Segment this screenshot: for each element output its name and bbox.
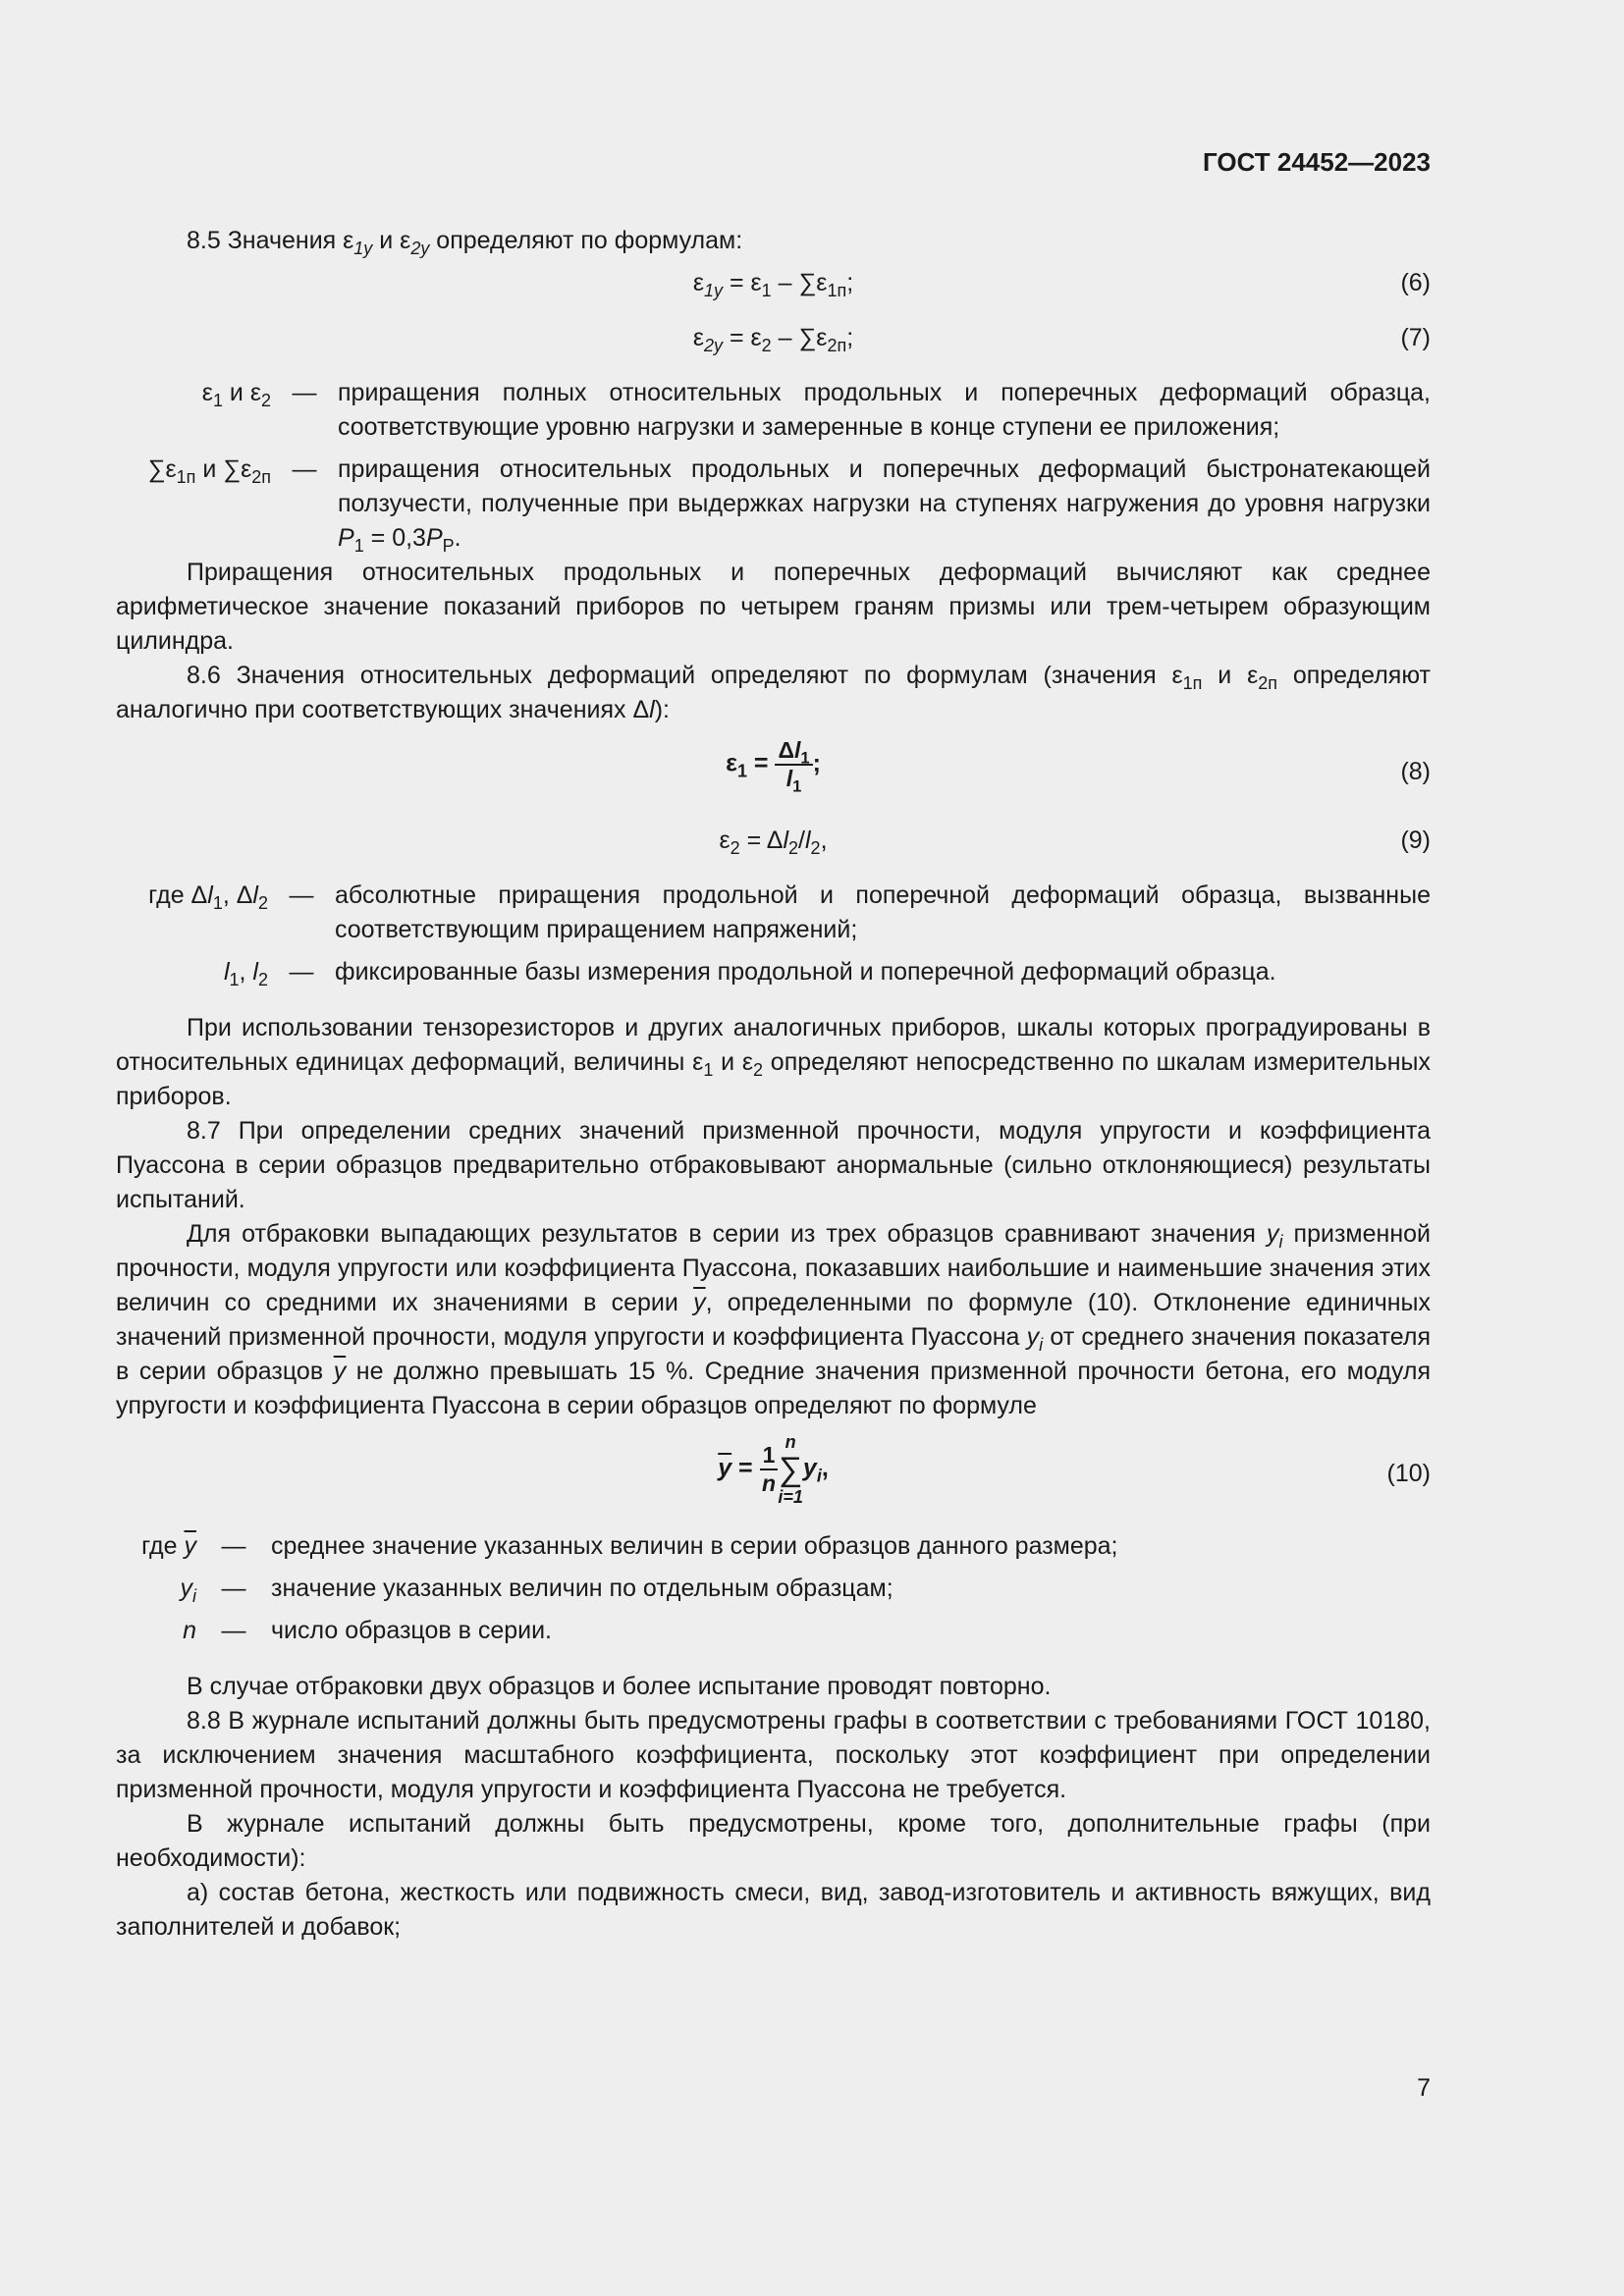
formula-7: $\varepsilon_{2y} = \varepsilon_2 - \sum\varepsilon_{2п}$; (7) (116, 313, 1431, 368)
formula-10: $\overline{y}$ = $\frac{1}{n}$ n ∑ $i=1y_i$, (10) (718, 1432, 1431, 1507)
document-body (116, 224, 1431, 1945)
clause-8-5-intro: 8.5 Значения $\varepsilon_{1y}$ и $\varepsilon_{2y}$ определяют по формулам: (187, 227, 743, 258)
paragraph: Для отбраковки выпадающих результатов в серии из трех образцов сравнивают значения $y_i$ призменной прочности, модуля упругости или коэффициента Пуассона, показавших наибольшие и наименьшие значения этих величин со средними их значениями в серии $\overline{y}$, определенными по формуле (10). Отклонение единичных значений призменной прочности, модуля упругости и коэффициента Пуассона $y_i$ от среднего значения показателя в серии образцов $\overline{y}$ не должно превышать 15 %. Средние значения призменной прочности бетона, его модуля упругости и коэффициента Пуассона в серии образцов определяют по формуле (116, 1220, 1431, 1419)
formula-number: (7) (1400, 324, 1431, 351)
paragraph: При использовании тензорезисторов и других аналогичных приборов, шкалы которых проградуированы в относительных единицах деформаций, величины $\varepsilon_1$ и $\varepsilon_2$ определяют непосредственно по шкалам измерительных приборов. (116, 1014, 1431, 1110)
formula-number: (10) (1386, 1460, 1431, 1487)
clause-8-6-intro: 8.6 Значения относительных деформаций определяют по формулам (значения $\varepsilon_{1п}$ и $\varepsilon_{2п}$ определяют аналогично при соответствующих значениях Δl): (116, 662, 1431, 723)
legend-item: $\sum\varepsilon_{1п}$ и $\sum\varepsilon_{2п}$ — приращения относительных продольных и поперечных деформаций быстронатекающей ползучести, полученные при выдержках нагрузки на ступенях нагружения до уровня нагрузки $P_1 = 0,3P_P$. (147, 455, 1431, 556)
legend-item: $l_1$, $l_2$ — фиксированные базы измерения продольной и поперечной деформаций образца. (223, 958, 1276, 989)
formula-6: $\varepsilon_{1y} = \varepsilon_1 - \sum\varepsilon_{1п}$; (6) (116, 258, 1431, 313)
paragraph: В журнале испытаний должны быть предусмотрены, кроме того, дополнительные графы (при необходимости): (116, 1810, 1431, 1872)
formula-8: $\varepsilon_1$ = $\frac{\Delta l_1}{l_1}$ ; (8) (726, 737, 1431, 796)
legend-item: $y_i$ — значение указанных величин по отдельным образцам; (180, 1575, 893, 1606)
legend-item: $\varepsilon_1$ и $\varepsilon_2$ — приращения полных относительных продольных и поперечных деформаций образца, соответствующие уровню нагрузки и замеренные в конце ступени ее приложения; (201, 379, 1431, 441)
page-number: 7 (1417, 2074, 1431, 2102)
list-item: а) состав бетона, жесткость или подвижность смеси, вид, завод-изготовитель и активность вяжущих, вид заполнителей и добавок; (116, 1879, 1431, 1941)
formula-number: (8) (1400, 758, 1431, 785)
clause-8-7-intro: 8.7 При определении средних значений призменной прочности, модуля упругости и коэффициента Пуассона в серии образцов предварительно отбраковывают анормальные (сильно отклоняющиеся) результаты испытаний. (116, 1117, 1431, 1213)
paragraph: Приращения относительных продольных и поперечных деформаций вычисляют как среднее арифметическое значение показаний приборов по четырем граням призмы или трем-четырем образующим цилиндра. (116, 559, 1431, 655)
clause-8-8-intro: 8.8 В журнале испытаний должны быть предусмотрены графы в соответствии с требованиями ГОСТ 10180, за исключением значения масштабного коэффициента, поскольку этот коэффициент при определении призменной прочности, модуля упругости и коэффициента Пуассона не требуется. (116, 1707, 1431, 1803)
formula-number: (6) (1400, 269, 1431, 296)
legend-item: n — число образцов в серии. (183, 1617, 552, 1644)
legend-item: где $\overline{y}$ — среднее значение указанных величин в серии образцов данного размера; (141, 1532, 1118, 1560)
formula-number: (9) (1400, 827, 1431, 854)
legend-item: где $\Delta l_1$, $\Delta l_2$ — абсолютные приращения продольной и поперечной деформаций образца, вызванные соответствующим приращением напряжений; (148, 881, 1431, 943)
paragraph: В случае отбраковки двух образцов и более испытание проводят повторно. (187, 1673, 1052, 1700)
formula-9: $\varepsilon_2 = \Delta l_2/l_2$, (9) (116, 816, 1431, 871)
document-code: ГОСТ 24452—2023 (1203, 147, 1431, 177)
